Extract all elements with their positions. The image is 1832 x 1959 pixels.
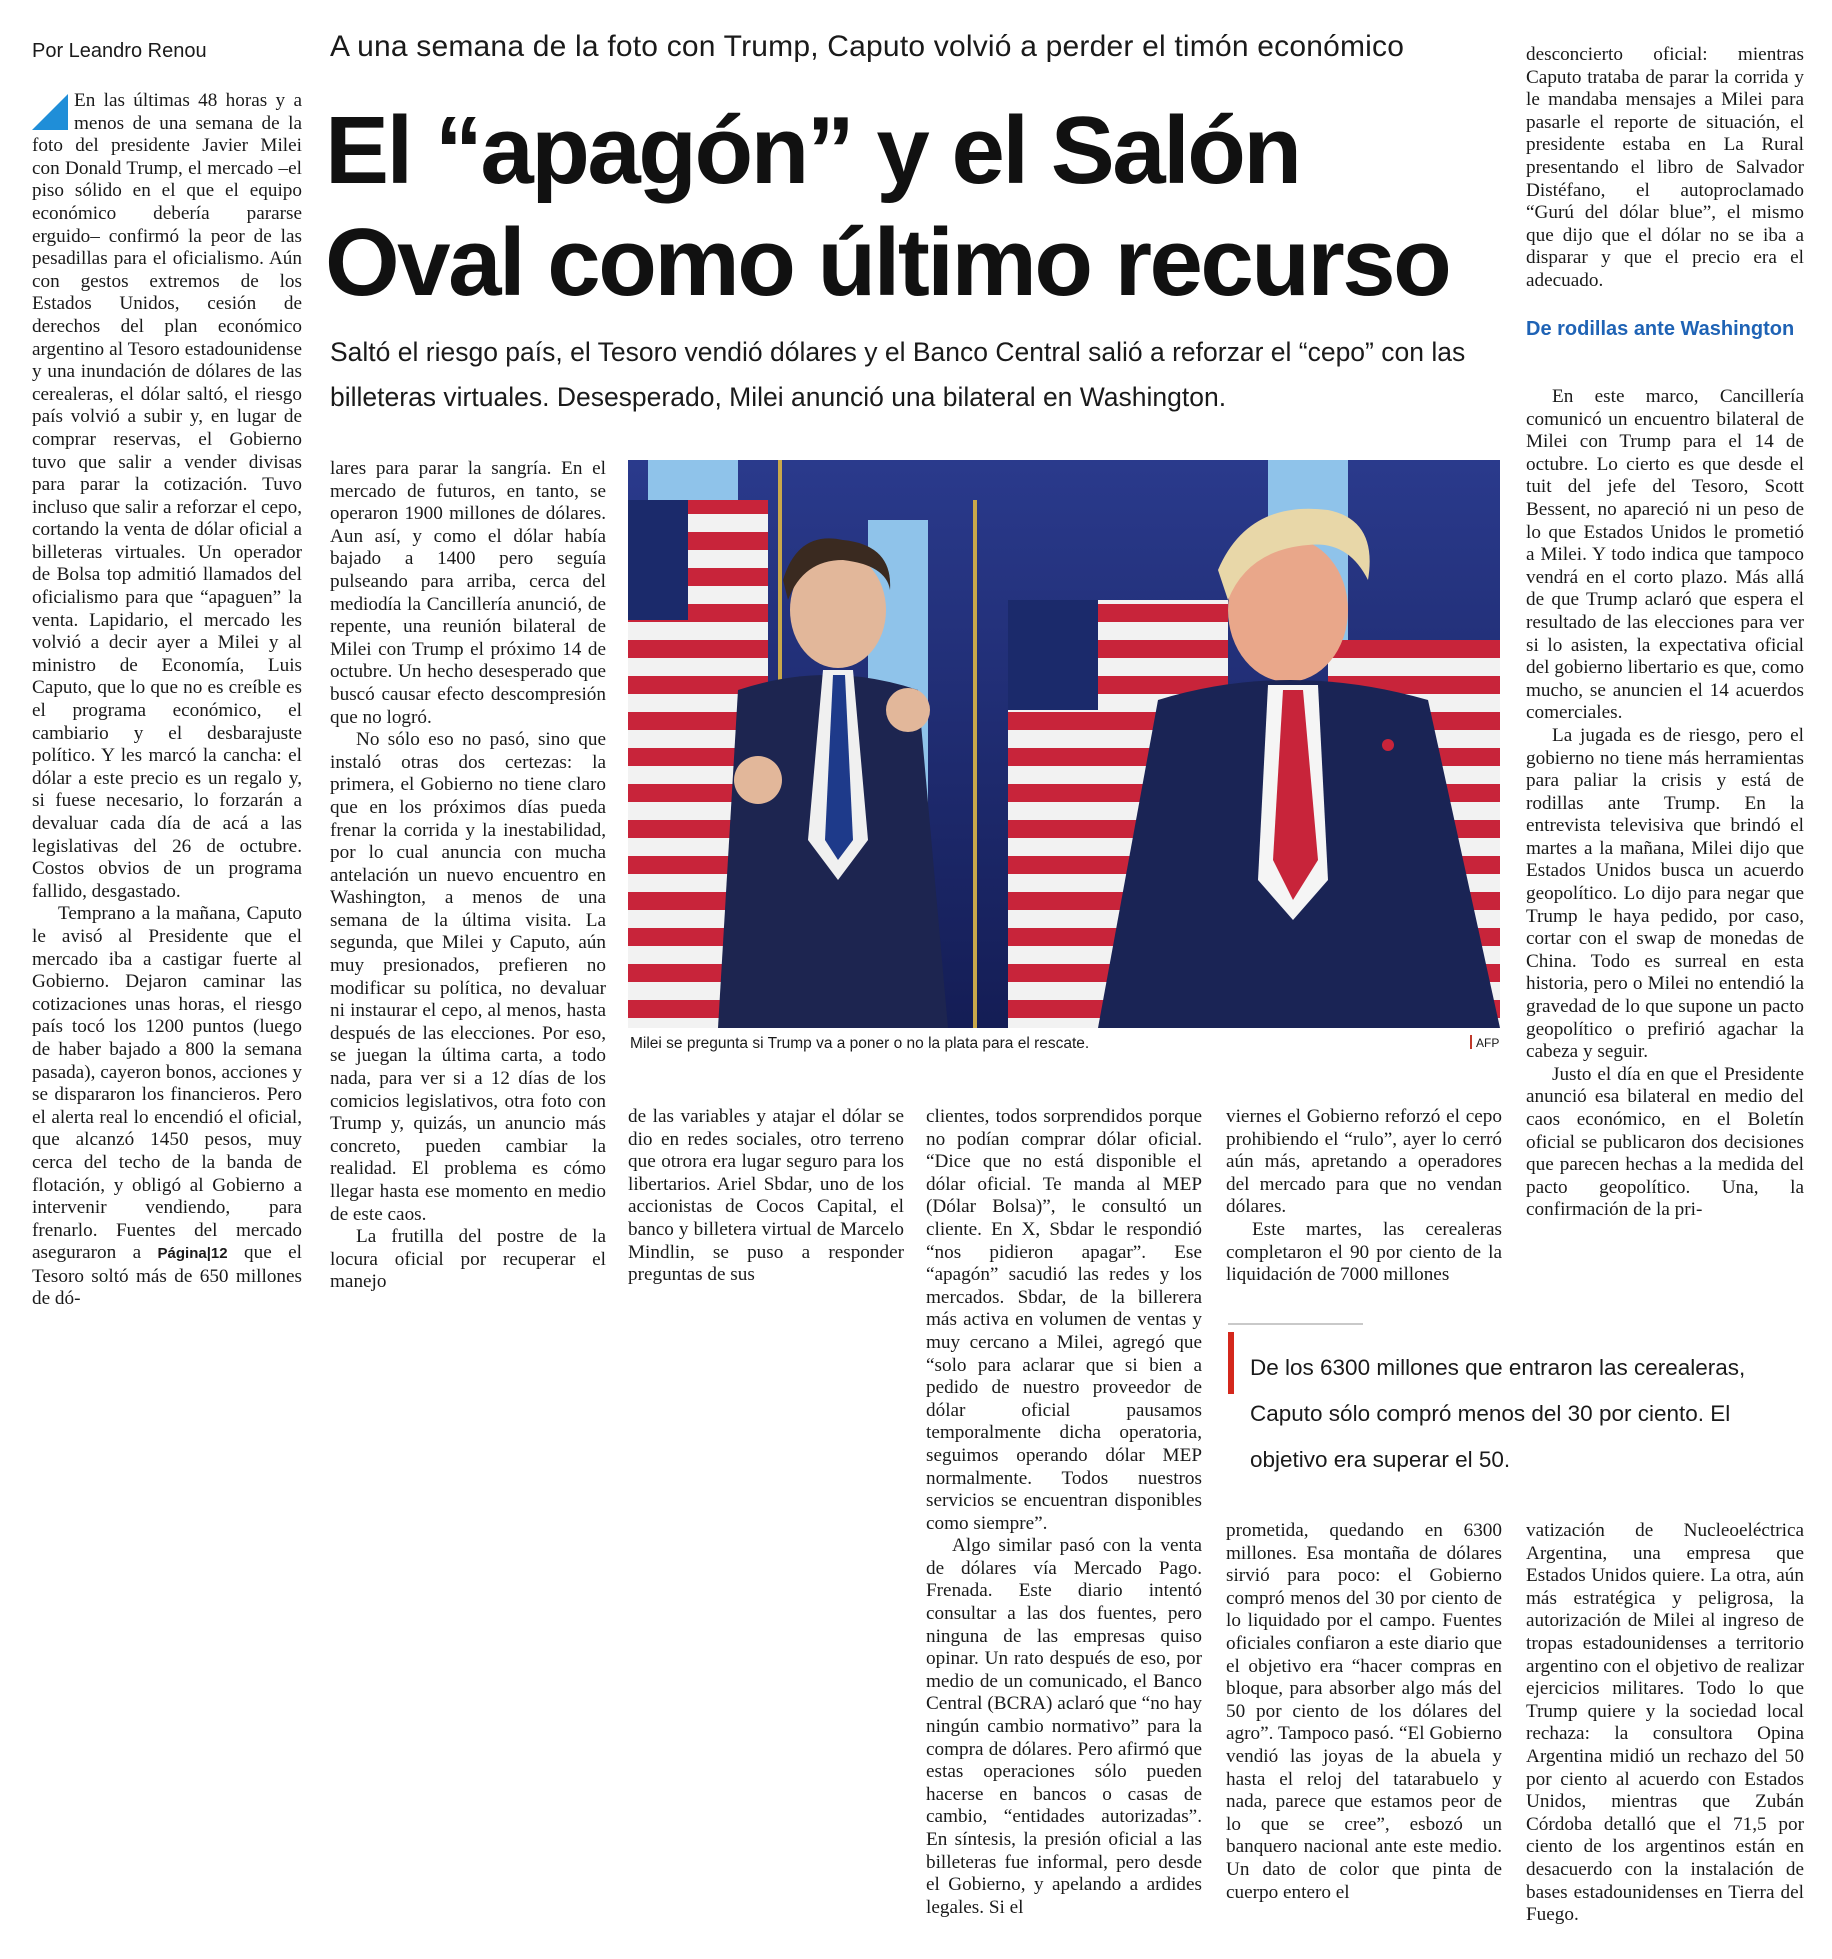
dropcap-triangle-icon bbox=[32, 94, 68, 130]
pullquote: De los 6300 millones que entraron las cerealeras, Caputo sólo compró menos del 30 por ciento. El objetivo era superar el 50. bbox=[1250, 1355, 1746, 1472]
article-column-4 bbox=[926, 1106, 1202, 1919]
photo-illustration bbox=[628, 460, 1500, 1028]
article-column-6-continued bbox=[1526, 386, 1804, 1222]
body-paragraph: clientes, todos sorprendidos porque no podían comprar dólar oficial. “Dice que no está disponible el dólar oficial. Te manda al MEP (Dólar Bolsa)”, le consultó un cliente. En X, Sbdar le respondió “nos pidieron apagar”. Ese “apagón” sacudió las redes y los mercados. Sbdar, de la billerera más activa en volumen de ventas y muy cercano a Milei, agregó que “solo para aclarar que si bien a pedido de nuestro proveedor de dólar oficial pausamos temporalmente dicha operatoria, seguimos operando dólar MEP normalmente. Todos nuestros servicios se encuentran disponibles como siempre”. bbox=[926, 1106, 1202, 1534]
body-paragraph: desconcierto oficial: mientras Caputo trataba de parar la corrida y le mandaba mensajes a Milei para pasarle el reporte de situación, el presidente estaba en La Rural presentando el libro de Salvador Distéfano, el autoproclamado “Gurú del dólar blue”, el mismo que dijo que el dólar no se iba a disparar y que el precio era el adecuado. bbox=[1526, 44, 1804, 291]
photo-credit bbox=[1470, 1035, 1499, 1050]
credit-bar bbox=[1470, 1035, 1472, 1049]
article-column-3 bbox=[628, 1106, 904, 1287]
body-paragraph: Justo el día en que el Presidente anunció esa bilateral en medio del caos económico, en el Boletín oficial se publicaron dos decisiones que parecen hechas a la medida del pacto geopolítico. Una, la confirmación de la pri- bbox=[1526, 1063, 1804, 1221]
kicker: A una semana de la foto con Trump, Caputo volvió a perder el timón económico bbox=[330, 30, 1405, 63]
body-paragraph: prometida, quedando en 6300 millones. Esa montaña de dólares sirvió para poco: el Gobierno compró menos del 30 por ciento de lo liquidado por el campo. Fuentes oficiales confiaron a este diario que el objetivo era “hacer compras en bloque, para absorber algo más del 50 por ciento de los dólares del agro”. Tampoco pasó. “El Gobierno vendió las joyas de la abuela y hasta el reloj del tatarabuelo y nada, parece que estamos peor de lo que se cree”, esbozó un banquero nacional ante este medio. Un dato de color que pinta de cuerpo entero el bbox=[1226, 1520, 1502, 1903]
body-paragraph: que el Tesoro soltó más de 650 millones de dó- bbox=[32, 1242, 303, 1310]
body-paragraph: En este marco, Cancillería comunicó un encuentro bilateral de Milei con Trump para el 14 de octubre. Lo cierto es que desde el tuit del jefe del Tesoro, Scott Bessent, no apareció ni un peso de lo que Estados Unidos le prometió a Milei. Y todo indica que tampoco vendrá en el corto plazo. Más allá de que Trump aclaró que espera el resultado de las elecciones para ver si lo asisten, la expectativa oficial del gobierno libertario es que, como mucho, se anuncien el 14 acuerdos comerciales. bbox=[1526, 386, 1804, 724]
pullquote-bar bbox=[1228, 1332, 1234, 1394]
article-column-1 bbox=[32, 90, 302, 1311]
body-paragraph: Este martes, las cerealeras completaron el 90 por ciento de la liquidación de 7000 millones bbox=[1226, 1218, 1502, 1286]
pullquote-rule bbox=[1228, 1323, 1363, 1325]
body-paragraph: lares para parar la sangría. En el mercado de futuros, en tanto, se operaron 1900 millones de dólares. Aun así, y como el dólar había bajado a 1400 pero seguía pulseando para arriba, cerca del mediodía la Cancillería anunció, de repente, una reunión bilateral de Milei con Trump el próximo 14 de octubre. Un hecho desesperado que buscó causar efecto descompresión que no logró. bbox=[330, 458, 606, 728]
article-column-6-lower bbox=[1526, 1520, 1804, 1927]
article-photo bbox=[628, 460, 1500, 1028]
body-paragraph: Algo similar pasó con la venta de dólares vía Mercado Pago. Frenada. Este diario intentó consultar a las dos fuentes, pero ninguna de las empresas quiso opinar. Un rato después de eso, por medio de un comunicado, el Banco Central (BCRA) aclaró que “no hay ningún cambio normativo” para la compra de dólares. Pero afirmó que estas operaciones sólo pueden hacerse en bancos o casas de cambio, “entidades autorizadas”. En síntesis, la presión oficial a las billeteras fue informal, pero desde el Gobierno, y apelando a ardides legales. Si el bbox=[926, 1535, 1202, 1918]
article-column-6 bbox=[1526, 44, 1804, 293]
body-paragraph: La frutilla del postre de la locura oficial por recuperar el manejo bbox=[330, 1226, 606, 1293]
body-paragraph: viernes el Gobierno reforzó el cepo prohibiendo el “rulo”, ayer lo cerró aún más, apretando a operadores del mercado para que no vendan dólares. bbox=[1226, 1106, 1502, 1218]
subhead: De rodillas ante Washington bbox=[1526, 318, 1795, 340]
article-column-5-lower bbox=[1226, 1520, 1502, 1904]
body-paragraph: La jugada es de riesgo, pero el gobierno no tiene más herramientas para paliar la crisis y está de rodillas ante Trump. En la entrevista televisiva que brindó el martes a la mañana, Milei dijo que Estados Unidos busca un acuerdo geopolítico. Lo dijo para negar que Trump le haya pedido, por caso, cortar con el swap de monedas de China. Todo es surreal en esta historia, pero o Milei no entendió la gravedad de lo que supone un pacto geopolítico o prefirió agachar la cabeza y seguir. bbox=[1526, 724, 1804, 1063]
article-column-5 bbox=[1226, 1106, 1502, 1287]
dek: Saltó el riesgo país, el Tesoro vendió dólares y el Banco Central salió a reforzar el “cepo” con las billeteras virtuales. Desesperado, Milei anunció una bilateral en Washington. bbox=[330, 337, 1466, 412]
credit-text: AFP bbox=[1476, 1036, 1500, 1050]
byline: Por Leandro Renou bbox=[32, 40, 207, 62]
headline: El “apagón” y el Salón Oval como último recurso bbox=[325, 97, 1450, 316]
body-paragraph: En las últimas 48 horas y a menos de una semana de la foto del presidente Javier Milei con Donald Trump, el mercado –el piso sólido en el que el equipo económico debería pararse erguido– confirmó la peor de las pesadillas para el oficialismo. Aún con gestos extremos de los Estados Unidos, cesión de derechos del plan económico argentino al Tesoro estadounidense y una inundación de dólares de las cerealeras, el dólar saltó, el riesgo país volvió a subir y, en lugar de comprar reservas, el Gobierno tuvo que salir a vender divisas para parar la cotización. Tuvo incluso que salir a reforzar el cepo, cortando la venta de dólar oficial a billeteras virtuales. Un operador de Bolsa top admitió llamados del oficialismo para que “apaguen” la venta. Lapidario, el mercado les volvió a decir ayer a Milei y al ministro de Economía, Luis Caputo, que lo que no es creíble es el programa económico, el cambiario y el desbarajuste político. Y les marcó la cancha: el dólar a este precio es un regalo y, si fuese necesario, lo forzarán a devaluar cada día de acá a las legislativas del 26 de octubre. Costos obvios de un programa fallido, desgastado. bbox=[32, 90, 302, 902]
photo-caption: Milei se pregunta si Trump va a poner o no la plata para el rescate. bbox=[630, 1035, 1090, 1052]
body-paragraph: de las variables y atajar el dólar se dio en redes sociales, otro terreno que otrora era lugar seguro para los libertarios. Ariel Sbdar, uno de los accionistas de Cocos Capital, el banco y billetera virtual de Marcelo Mindlin, se puso a responder preguntas de sus bbox=[628, 1106, 904, 1286]
body-paragraph: Temprano a la mañana, Caputo le avisó al Presidente que el mercado iba a castigar fuerte al Gobierno. Dejaron caminar las cotizaciones unas horas, el riesgo país tocó los 1200 puntos (luego de haber bajado a 800 la semana pasada), cayeron bonos, acciones y se dispararon los financieros. Pero el alerta real lo encendió el oficial, que alcanzó 1450 pesos, muy cerca del techo de la banda de flotación, y obligó al Gobierno a intervenir vendiendo, para frenarlo. Fuentes del mercado aseguraron a bbox=[32, 903, 302, 1264]
newspaper-logo: Página|12 bbox=[157, 1245, 228, 1263]
body-paragraph: vatización de Nucleoeléctrica Argentina, una empresa que Estados Unidos quiere. La otra, aún más estratégica y peligrosa, la autorización de Milei al ingreso de tropas estadounidenses a territorio argentino con el objetivo de realizar ejercicios militares. Todo lo que Trump quiere y la sociedad local rechaza: la consultora Opina Argentina midió un rechazo del 50 por ciento al acuerdo con Estados Unidos, mientras que Zubán Córdoba detalló que el 71,5 por ciento de los argentinos están en desacuerdo con la instalación de bases estadounidenses en Tierra del Fuego. bbox=[1526, 1520, 1804, 1926]
body-paragraph: No sólo eso no pasó, sino que instaló otras dos certezas: la primera, el Gobierno no tiene claro que en los próximos días pueda frenar la corrida y la inestabilidad, por lo cual anuncia con mucha antelación un nuevo encuentro en Washington, a menos de una semana de la última visita. La segunda, que Milei y Caputo, aún muy presionados, prefieren no modificar su política, no devaluar ni instaurar el cepo, al menos, hasta después de las elecciones. Por eso, se juegan la última carta, a todo nada, para ver si a 12 días de los comicios legislativos, otra foto con Trump y, quizás, un anuncio más concreto, pueden cambiar la realidad. El problema es cómo llegar hasta ese momento en medio de este caos. bbox=[330, 729, 606, 1225]
article-column-2 bbox=[330, 458, 606, 1294]
